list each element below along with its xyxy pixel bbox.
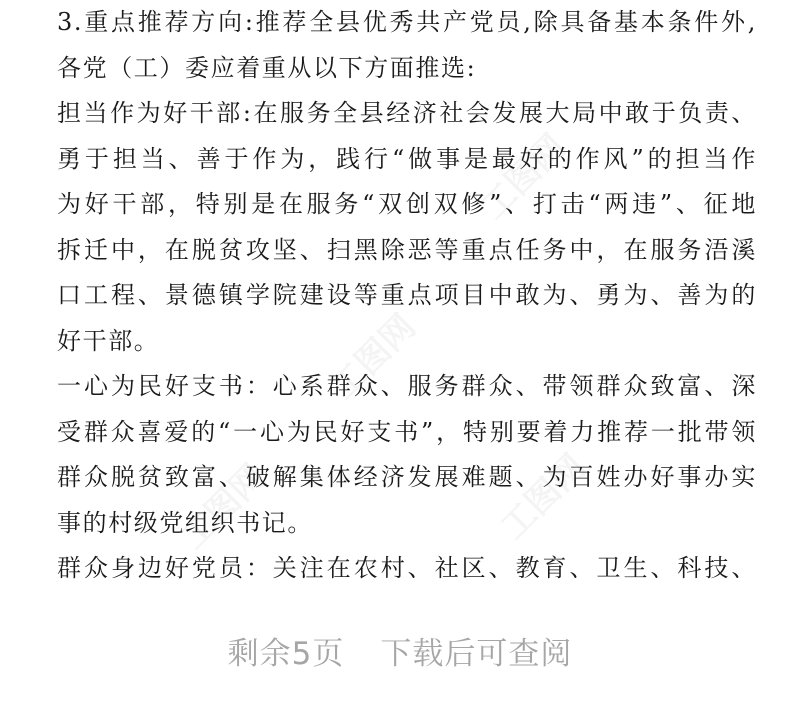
text-line: 勇于担当、善于作为，践行“做事是最好的作风”的担当作 xyxy=(57,144,757,173)
text-line: 3.重点推荐方向:推荐全县优秀共产党员,除具备基本条件外, xyxy=(57,8,757,36)
document-body xyxy=(57,0,757,592)
text-line: 各党（工）委应着重从以下方面推选: xyxy=(57,53,477,82)
text-line: 群众身边好党员：关注在农村、社区、教育、卫生、科技、 xyxy=(57,554,757,582)
text-line: 担当作为好干部:在服务全县经济社会发展大局中敢于负责、 xyxy=(57,99,757,127)
text-line: 事的村级党组织书记。 xyxy=(57,508,313,537)
download-prompt[interactable] xyxy=(0,628,800,673)
text-line: 一心为民好支书：心系群众、服务群众、带领群众致富、深 xyxy=(57,372,757,400)
text-line: 受群众喜爱的“一心为民好支书”，特别要着力推荐一批带领 xyxy=(57,417,757,446)
remaining-pages-label: 剩余5页 xyxy=(227,636,345,672)
text-line: 口工程、景德镇学院建设等重点项目中敢为、勇为、善为的 xyxy=(57,281,757,309)
download-to-view-label: 下载后可查阅 xyxy=(380,636,573,672)
text-line: 群众脱贫致富、破解集体经济发展难题、为百姓办好事办实 xyxy=(57,463,757,491)
text-line: 好干部。 xyxy=(57,326,160,355)
text-line: 为好干部，特别是在服务“双创双修”、打击“两违”、征地 xyxy=(57,190,757,218)
text-line: 拆迁中，在脱贫攻坚、扫黑除恶等重点任务中，在服务浯溪 xyxy=(57,235,757,264)
